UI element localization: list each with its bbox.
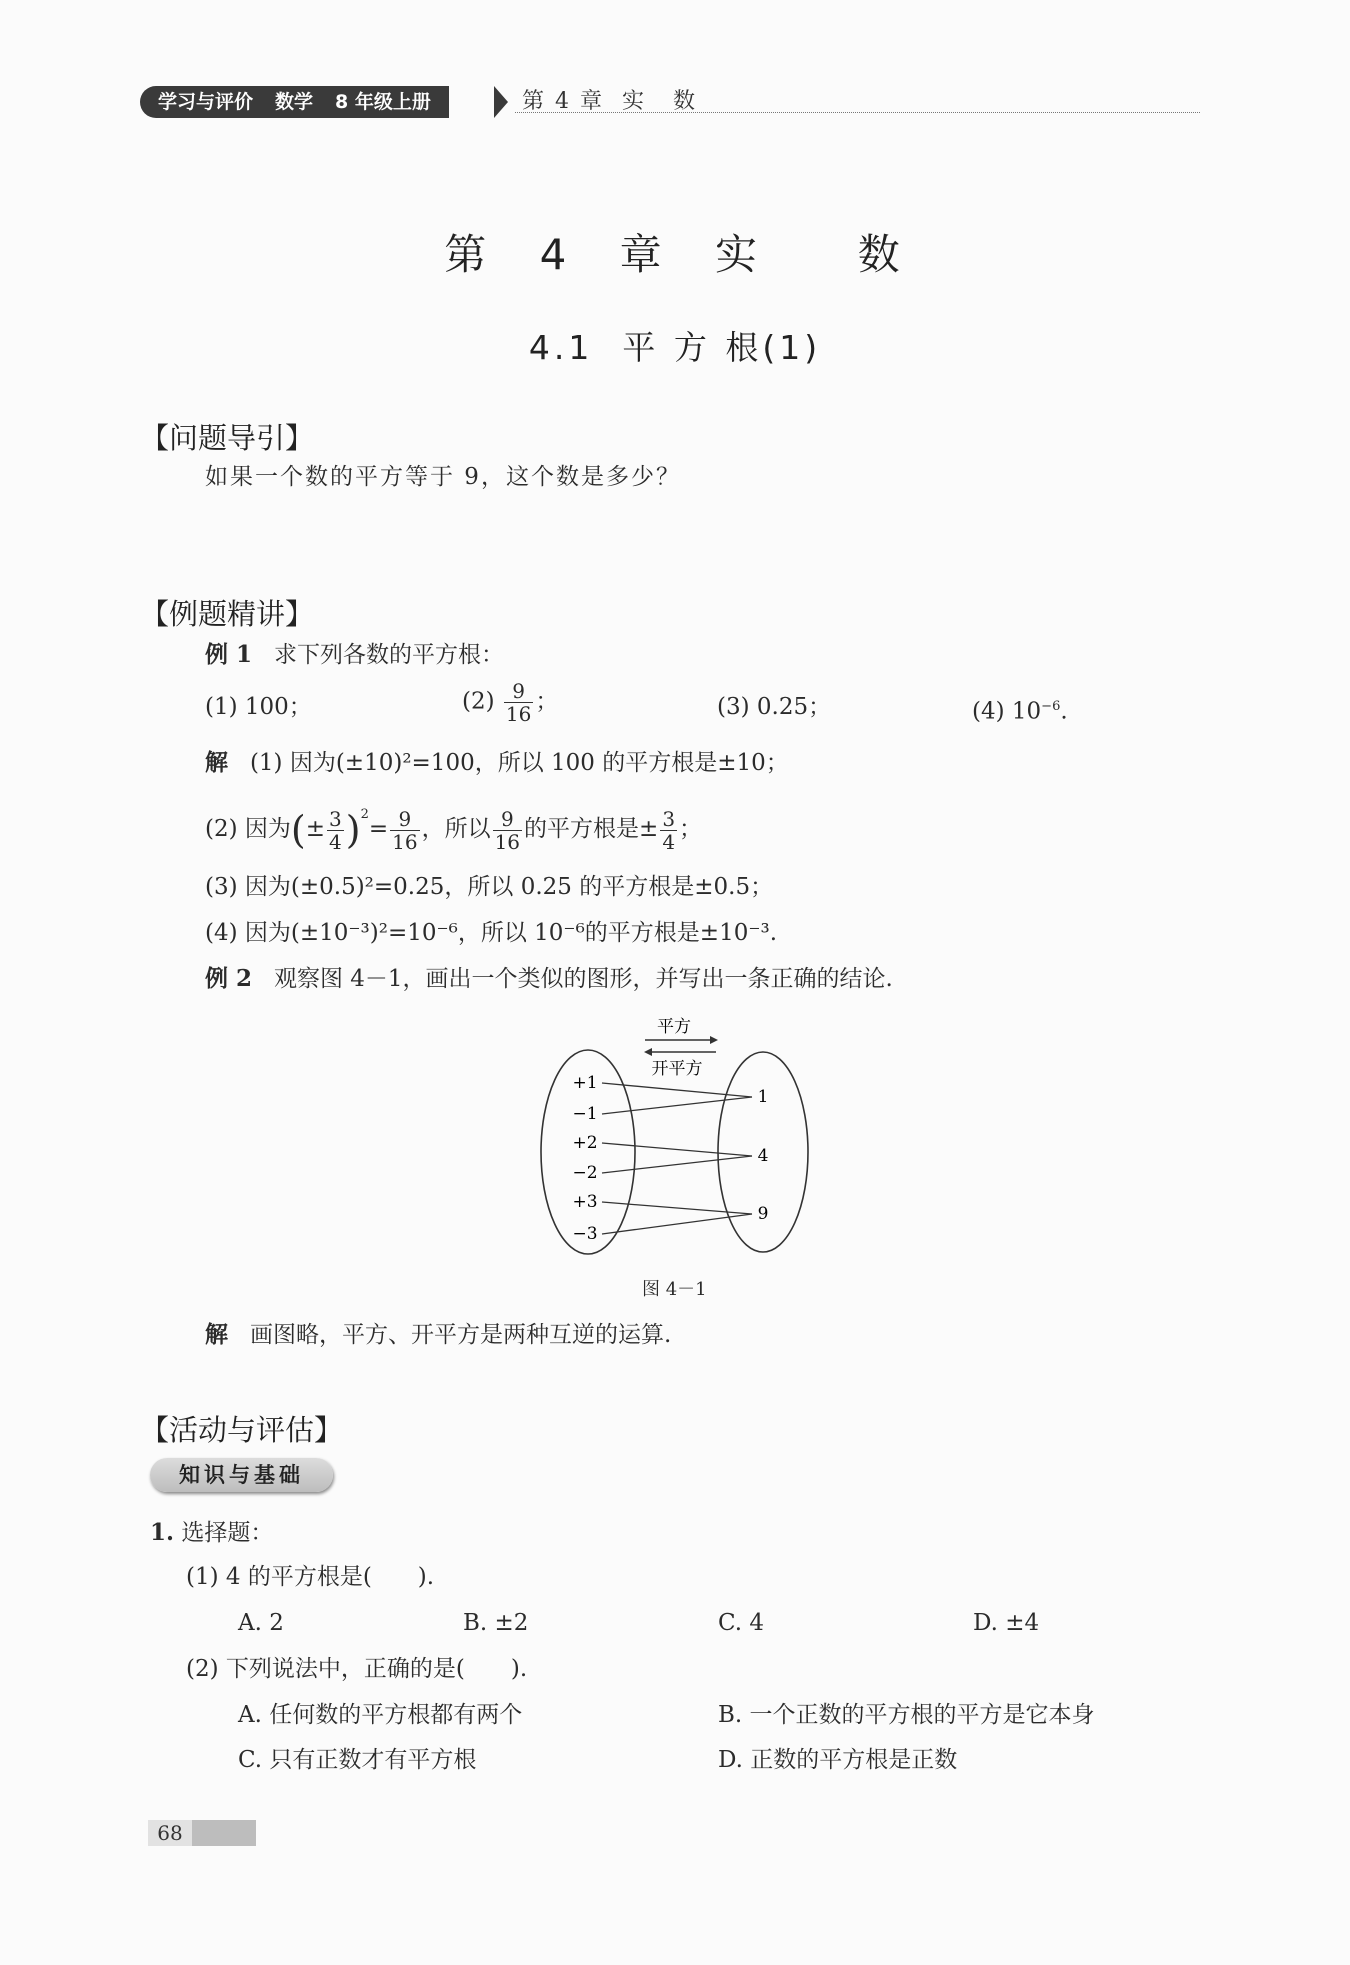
activities-heading: 【活动与评估】: [140, 1413, 344, 1447]
fraction-3-4: [660, 808, 677, 853]
solution-1-line-1: [205, 748, 789, 778]
numerator: 9: [493, 808, 522, 831]
ex1-item-2-label: (2): [462, 688, 495, 715]
fraction-3-4: [327, 808, 344, 853]
left-set-item: −1: [572, 1104, 598, 1124]
s2-text-b: ，所以: [421, 816, 491, 842]
fraction-9-16: [390, 808, 419, 853]
numerator: 9: [390, 808, 419, 831]
mapping-lines: [602, 1083, 752, 1234]
left-set-item: −2: [572, 1163, 598, 1183]
example-1-prompt: 求下列各数的平方根：: [273, 642, 504, 668]
s2-text-c: 的平方根是±: [524, 816, 659, 842]
sub-question-2-stem: (2) 下列说法中，正确的是( ).: [186, 1656, 528, 1682]
ex1-item-4-exp: −6: [1041, 699, 1061, 714]
left-paren: (: [290, 808, 306, 852]
book-name: 学习与评价: [158, 91, 254, 113]
option[interactable]: B. 一个正数的平方根的平方是它本身: [718, 1702, 1095, 1728]
fraction-9-16: [493, 808, 522, 853]
running-chapter: 第 4 章 实 数: [522, 89, 697, 114]
forward-arrow-head: [710, 1036, 718, 1044]
page-number: 68: [148, 1820, 192, 1846]
example-1-label: 例 1: [205, 641, 253, 668]
question-number: 1.: [150, 1519, 175, 1546]
example-2-line: [205, 964, 893, 994]
solution-2-line: [205, 1320, 671, 1350]
option[interactable]: C. 只有正数才有平方根: [238, 1747, 477, 1773]
option[interactable]: A. 任何数的平方根都有两个: [238, 1702, 523, 1728]
knowledge-badge: 知识与基础: [150, 1458, 333, 1492]
solution-1-line-2: [205, 800, 702, 853]
mapping-diagram: [520, 1010, 830, 1260]
question-1: [150, 1518, 273, 1548]
backward-arrow-head: [644, 1048, 652, 1056]
punct: .: [1060, 698, 1068, 725]
solution-2-text: 画图略，平方、开平方是两种互逆的运算.: [249, 1322, 672, 1348]
ex1-item-4-base: (4) 10: [972, 698, 1042, 725]
solution-label: 解: [205, 1321, 228, 1348]
left-set-item: +2: [572, 1133, 598, 1153]
ex1-item-3: (3) 0.25；: [717, 694, 832, 720]
ex1-item-2: [462, 680, 558, 725]
right-set-item: 9: [757, 1204, 769, 1224]
denominator: 4: [329, 829, 342, 854]
denominator: 16: [494, 829, 521, 854]
solution-label: 解: [205, 749, 228, 776]
book-badge: [140, 86, 449, 118]
arrow-label-square: 平方: [657, 1017, 691, 1037]
denominator: 16: [505, 702, 532, 726]
badge-arrow: [494, 86, 508, 118]
solution-1-line-3: (3) 因为(±0.5)²=0.25，所以 0.25 的平方根是±0.5；: [205, 874, 774, 900]
example-2-prompt: 观察图 4－1，画出一个类似的图形，并写出一条正确的结论.: [273, 966, 893, 992]
arrow-label-root: 开平方: [651, 1059, 703, 1079]
left-set-item: −3: [572, 1224, 598, 1244]
question-prompt: 选择题：: [181, 1520, 274, 1546]
equals: =: [368, 816, 389, 842]
option[interactable]: C. 4: [718, 1610, 765, 1636]
sub-question-1-stem: (1) 4 的平方根是( ).: [186, 1564, 435, 1590]
numerator: 3: [662, 806, 676, 831]
grade: 8 年级上册: [335, 91, 431, 113]
option[interactable]: D. ±4: [973, 1610, 1040, 1636]
denominator: 4: [662, 829, 676, 854]
section-title: 4.1 平 方 根(1): [528, 328, 822, 367]
ex1-item-1: (1) 100；: [205, 694, 312, 720]
s2-text-a: (2) 因为: [205, 816, 291, 842]
option[interactable]: B. ±2: [463, 1610, 529, 1636]
fraction-9-16: [504, 680, 533, 725]
square-exp: 2: [360, 807, 369, 822]
option[interactable]: A. 2: [238, 1610, 284, 1636]
example-2-label: 例 2: [205, 965, 253, 992]
right-set-item: 4: [757, 1146, 769, 1166]
numerator: 3: [329, 806, 342, 831]
left-set-item: +1: [572, 1073, 598, 1093]
example-1-line: [205, 640, 504, 670]
right-set-item: 1: [757, 1087, 769, 1107]
punct: ；: [679, 816, 703, 842]
page-number-bar: [148, 1820, 256, 1846]
ex1-item-4: [972, 692, 1068, 727]
chapter-title: 第 4 章 实 数: [444, 230, 906, 279]
punct: ；: [535, 688, 559, 715]
numerator: 9: [504, 680, 533, 703]
figure-caption: 图 4－1: [642, 1279, 707, 1300]
header-rule: [515, 112, 1200, 113]
intro-question: 如果一个数的平方等于 9，这个数是多少？: [205, 464, 681, 490]
examples-heading: 【例题精讲】: [140, 597, 315, 631]
right-paren: ): [345, 808, 361, 852]
intro-heading: 【问题导引】: [140, 421, 315, 455]
subject: 数学: [275, 91, 314, 113]
solution-1-text-1: (1) 因为(±10)²=100，所以 100 的平方根是±10；: [249, 750, 789, 776]
denominator: 16: [392, 829, 418, 854]
left-set-item: +3: [572, 1192, 598, 1212]
solution-1-line-4: (4) 因为(±10⁻³)²=10⁻⁶，所以 10⁻⁶的平方根是±10⁻³.: [205, 920, 778, 946]
plus-minus: ±: [305, 816, 325, 842]
option[interactable]: D. 正数的平方根是正数: [718, 1747, 958, 1773]
